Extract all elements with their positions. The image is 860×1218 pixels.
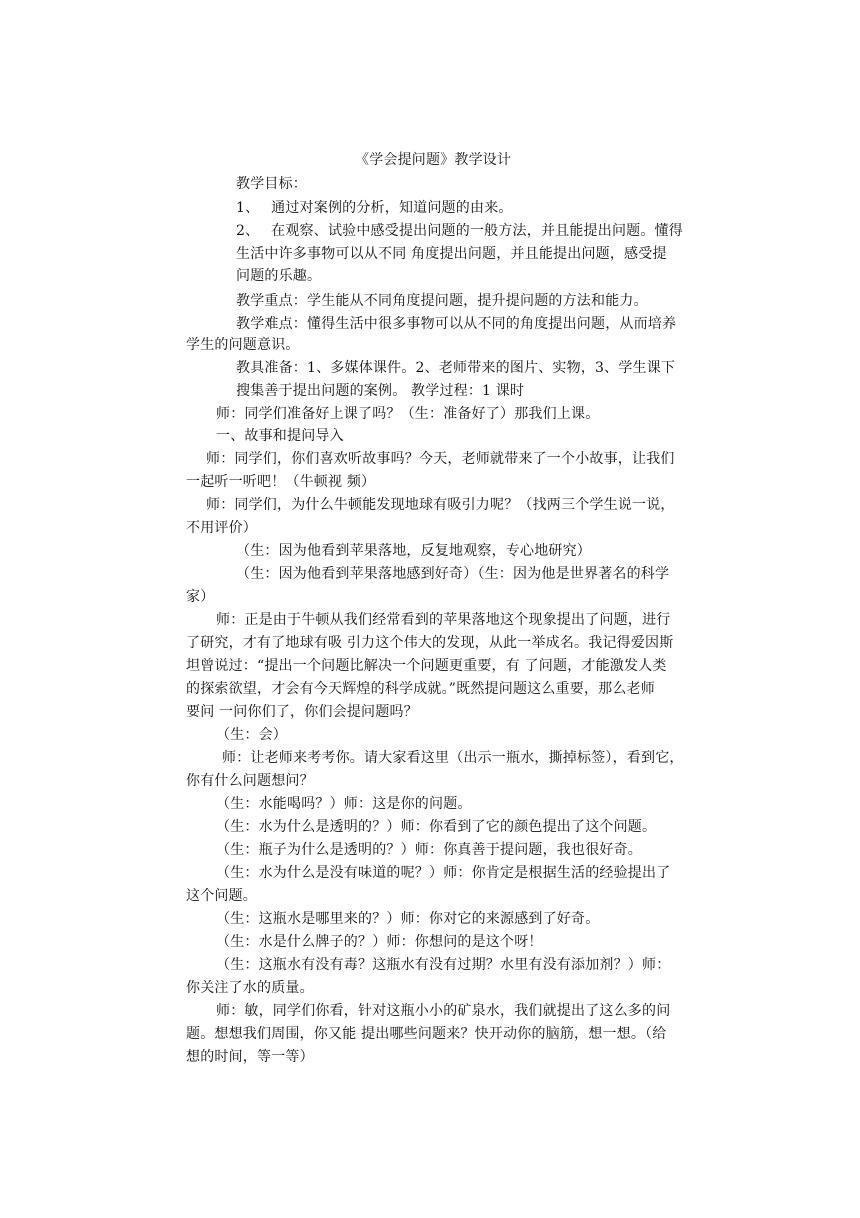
text-line: 教学目标： [236, 176, 307, 192]
text-line: （生：水为什么是没有味道的呢？）师：你肯定是根据生活的经验提出了 [216, 865, 671, 881]
text-line: 教学难点：懂得生活中很多事物可以从不同的角度提出问题，从而培养 [236, 316, 677, 332]
text-line: 师：敏，同学们你看，针对这瓶小小的矿泉水，我们就提出了这么多的问 [216, 1003, 671, 1019]
text-line: 的探索欲望，才会有今天辉煌的科学成就。”既然提问题这么重要，那么老师 [186, 681, 655, 697]
text-line: 要问 一问你们了，你们会提问题吗？ [186, 704, 418, 720]
text-line: （生：水为什么是透明的？）师：你看到了它的颜色提出了这个问题。 [216, 819, 657, 835]
text-line: 题。想想我们周围，你又能 提出哪些问题来？快开动你的脑筋，想一想。（给 [186, 1026, 667, 1042]
text-line: （生：会） [216, 727, 287, 743]
text-line: 家） [186, 589, 215, 605]
text-line: （生：水能喝吗？）师：这是你的问题。 [216, 796, 472, 812]
text-line: （生：因为他看到苹果落地感到好奇）（生：因为他是世界著名的科学 [236, 566, 670, 582]
text-line: 了研究，才有了地球有吸 引力这个伟大的发现，从此一举成名。我记得爱因斯 [186, 635, 674, 651]
text-line: （生：水是什么牌子的？）师：你想问的是这个呀！ [216, 934, 543, 950]
section-heading: 一、故事和提问导入 [216, 428, 344, 444]
text-line: 2、 在观察、试验中感受提出问题的一般方法，并且能提出问题。懂得 [236, 223, 683, 239]
text-line: 你有什么问题想问？ [186, 773, 314, 789]
text-line: 不用评价） [186, 520, 257, 536]
text-line: 师：让老师来考考你。请大家看这里（出示一瓶水，撕掉标签），看到它， [222, 750, 684, 766]
text-line: 一起听一听吧！（牛顿视 频） [186, 474, 376, 490]
text-line: 生活中许多事物可以从不同 角度提出问题，并且能提出问题，感受提 [236, 246, 667, 262]
text-line: 师：正是由于牛顿从我们经常看到的苹果落地这个现象提出了问题，进行 [216, 612, 671, 628]
text-line: （生：这瓶水有没有毒？这瓶水有没有过期？水里有没有添加剂？）师： [216, 957, 671, 973]
text-line: 师：同学们准备好上课了吗？（生：准备好了）那我们上课。 [216, 406, 600, 422]
text-line: 教具准备：1、多媒体课件。2、老师带来的图片、实物，3、学生课下 [236, 360, 676, 376]
document-title: 《学会提问题》教学设计 [355, 152, 512, 168]
text-line: 师：同学们，为什么牛顿能发现地球有吸引力呢？（找两三个学生说一说， [206, 497, 675, 513]
text-line: 这个问题。 [186, 888, 257, 904]
text-line: 师：同学们，你们喜欢听故事吗？今天，老师就带来了一个小故事，让我们 [206, 451, 675, 467]
text-line: 你关注了水的质量。 [186, 980, 314, 996]
text-line: 问题的乐趣。 [236, 268, 322, 284]
text-line: （生：瓶子为什么是透明的？）师：你真善于提问题，我也很好奇。 [216, 842, 642, 858]
text-line: 想的时间，等一等） [186, 1049, 314, 1065]
text-line: 学生的问题意识。 [186, 337, 300, 353]
text-line: 坦曾说过：“提出一个问题比解决一个问题更重要，有 了问题，才能激发人类 [186, 658, 667, 674]
text-line: 搜集善于提出问题的案例。 教学过程：1 课时 [236, 383, 525, 399]
text-line: 1、 通过对案例的分析，知道问题的由来。 [236, 200, 513, 216]
text-line: （生：这瓶水是哪里来的？）师：你对它的来源感到了好奇。 [216, 911, 600, 927]
text-line: （生：因为他看到苹果落地，反复地观察，专心地研究） [236, 543, 591, 559]
text-line: 教学重点：学生能从不同角度提问题，提升提问题的方法和能力。 [236, 293, 648, 309]
